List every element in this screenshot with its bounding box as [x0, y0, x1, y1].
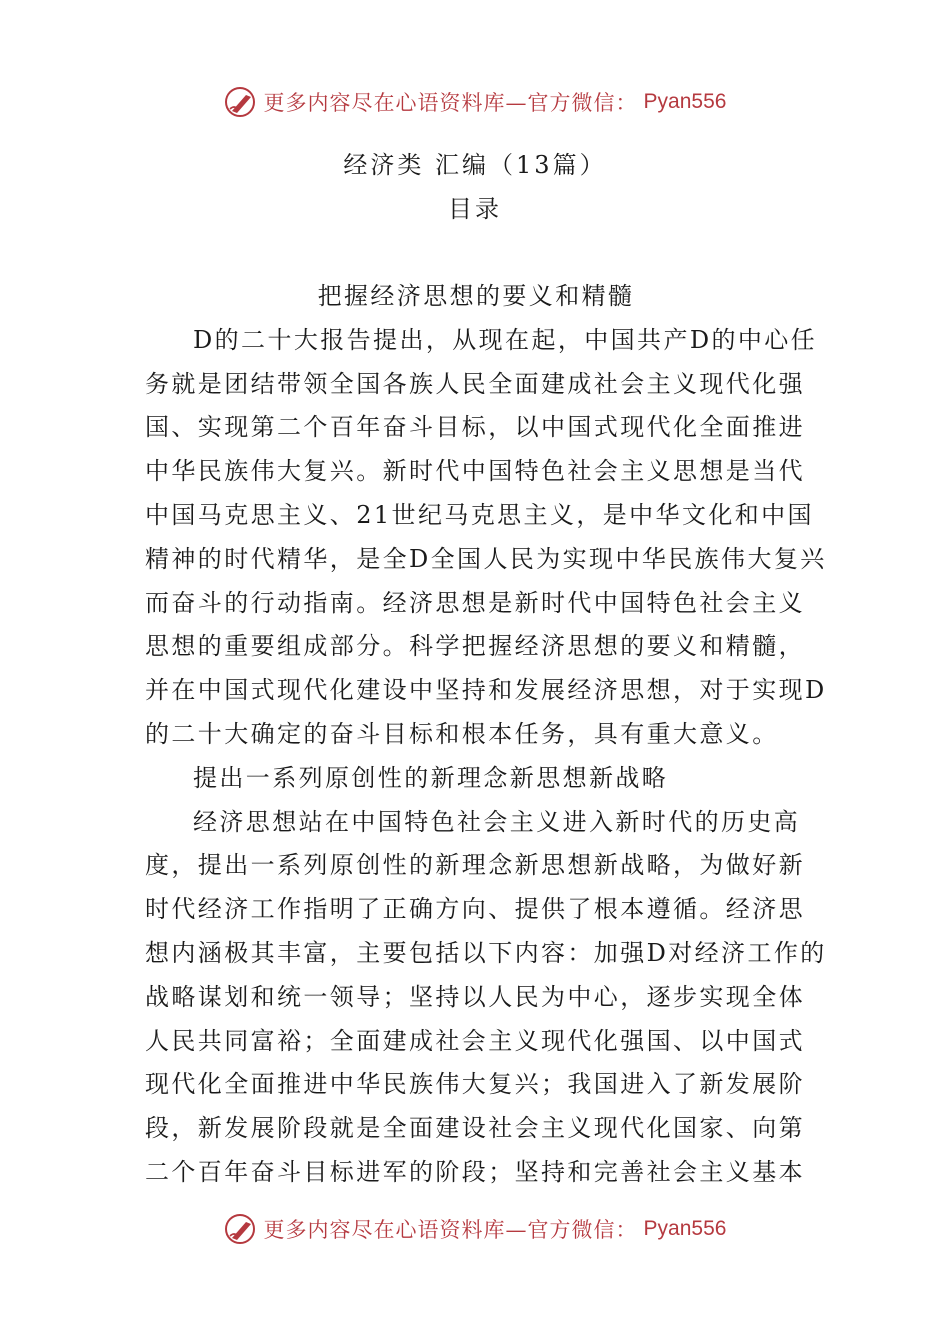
paragraph-line: 人民共同富裕；全面建成社会主义现代化强国、以中国式 — [145, 1026, 805, 1055]
paragraph-line: 而奋斗的行动指南。经济思想是新时代中国特色社会主义 — [145, 588, 805, 617]
paragraph-line: 并在中国式现代化建设中坚持和发展经济思想，对于实现D — [145, 676, 827, 705]
section-heading: 提出一系列原创性的新理念新思想新战略 — [193, 763, 669, 792]
paragraph-line: 国、实现第二个百年奋斗目标，以中国式现代化全面推进 — [145, 413, 805, 442]
article-title: 把握经济思想的要义和精髓 — [317, 282, 635, 310]
toc-heading: 目录 — [448, 195, 502, 223]
paragraph-line: 时代经济工作指明了正确方向、提供了根本遵循。经济思 — [145, 895, 805, 924]
paragraph-line: 中国马克思主义、21世纪马克思主义，是中华文化和中国 — [145, 500, 814, 529]
paragraph-line: 的二十大确定的奋斗目标和根本任务，具有重大意义。 — [145, 719, 779, 748]
paragraph-line: 战略谋划和统一领导；坚持以人民为中心，逐步实现全体 — [145, 982, 805, 1011]
paragraph-line: 现代化全面推进中华民族伟大复兴；我国进入了新发展阶 — [145, 1070, 805, 1099]
paragraph-line: 二个百年奋斗目标进军的阶段；坚持和完善社会主义基本 — [145, 1157, 805, 1186]
paragraph-line: 想内涵极其丰富，主要包括以下内容：加强D对经济工作的 — [145, 938, 827, 967]
paragraph-line: 经济思想站在中国特色社会主义进入新时代的历史高 — [193, 807, 801, 836]
document-title: 经济类 汇编（13篇） — [343, 151, 607, 179]
document-body — [145, 275, 827, 1195]
paragraph-line: 思想的重要组成部分。科学把握经济思想的要义和精髓， — [145, 632, 805, 661]
paragraph-line: D的二十大报告提出，从现在起，中国共产D的中心任 — [193, 325, 818, 354]
paragraph-line: 段，新发展阶段就是全面建设社会主义现代化国家、向第 — [145, 1114, 805, 1143]
pen-logo-icon — [224, 1212, 258, 1246]
paragraph-line: 精神的时代精华，是全D全国人民为实现中华民族伟大复兴 — [145, 544, 827, 573]
banner-wechat-id: Pyan556 — [643, 1217, 727, 1240]
paragraph-line: 务就是团结带领全国各族人民全面建成社会主义现代化强 — [145, 369, 805, 398]
banner-text: 更多内容尽在心语资料库—官方微信： — [263, 91, 638, 115]
footer-banner — [0, 1209, 950, 1249]
paragraph-line: 中华民族伟大复兴。新时代中国特色社会主义思想是当代 — [145, 457, 805, 486]
header-banner — [0, 82, 950, 122]
banner-text: 更多内容尽在心语资料库—官方微信： — [263, 1218, 638, 1242]
paragraph-line: 度，提出一系列原创性的新理念新思想新战略，为做好新 — [145, 851, 805, 880]
banner-wechat-id: Pyan556 — [643, 90, 727, 113]
pen-logo-icon — [224, 85, 258, 119]
